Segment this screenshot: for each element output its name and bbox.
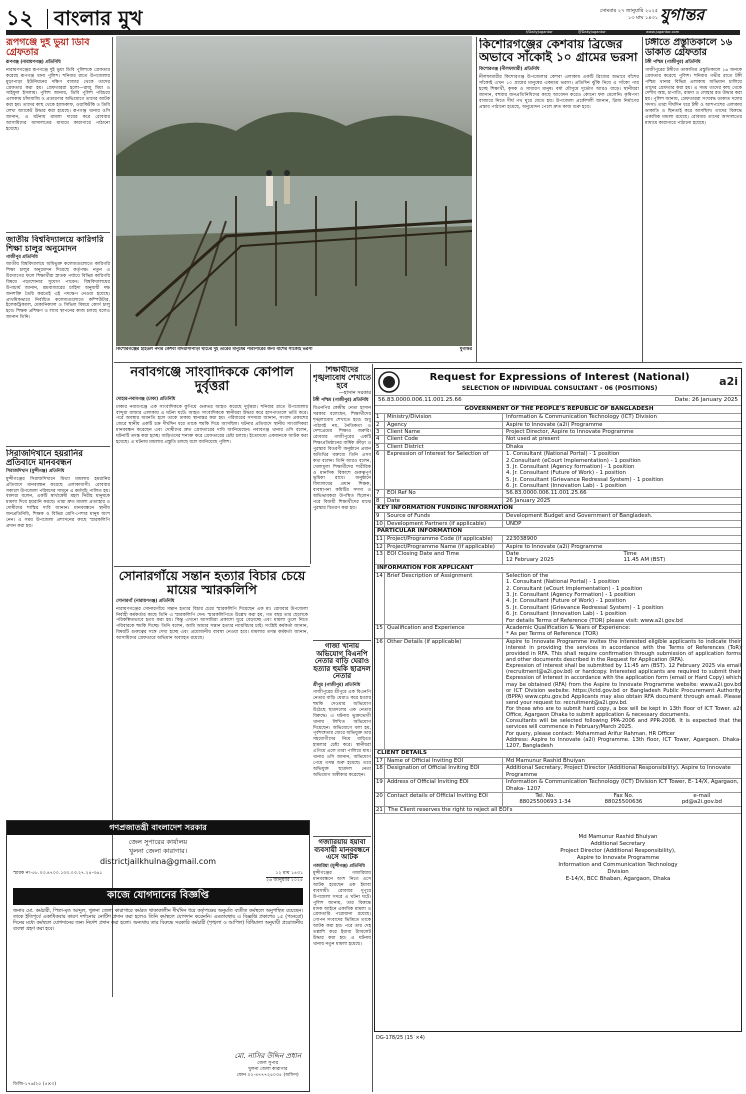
headline: গাজা খানায় অভিযোগ বিএনপি নেতার বাড়ি ঘেরাও হত্যার হুমকি ছাত্রদল নেতার [313,643,371,681]
notice-signature [234,1052,301,1079]
row-label: Designation of Official Inviting EOI [385,765,503,778]
headline: গজারিয়ায় ইয়াবা ব্যবসায়ী মানববন্ধনে এসে আটক [314,839,370,862]
row-value: Project Director, Aspire to Innovate Programme [506,429,634,436]
article-body: বিএনপির কেন্দ্রীয় নেতা হাসান সরকার বলেছেন, শিক্ষার্থীদের শৃঙ্খলাবোধ শেখাতে হবে। শুধু পাঠ্যবই নয়, নৈতিকতা ও দেশপ্রেমের শিক্ষাও জরুরি। রোববার গাজীপুরের একটি শিক্ষাপ্রতিষ্ঠানের বার্ষিক ক্রীড়া ও পুরস্কার বিতরণী অনুষ্ঠানে প্রধান অতিথির বক্তব্যে তিনি এসব কথা বলেন। তিনি আরও বলেন, খেলাধুলা শিক্ষার্থীদের শারীরিক ও মানসিক বিকাশে গুরুত্বপূর্ণ ভূমিকা রাখে। অনুষ্ঠানে বিদ্যালয়ের প্রধান শিক্ষক, ব্যবস্থাপনা কমিটির সদস্য ও অভিভাবকরা উপস্থিত ছিলেন। পরে বিজয়ী শিক্ষার্থীদের মাঝে পুরস্কার বিতরণ করা হয়। [313,405,371,511]
ad-row-13: 13 EOI Closing Date and Time Date Time 12 February 2025 11.45 AM (BST) [375,551,741,565]
page-number: ১২ [6,5,34,30]
section-funding: KEY INFORMATION FUNDING INFORMATION [375,505,741,513]
signature-mark: মো. নাসির উদ্দিন প্রধান [234,1052,301,1061]
headline: রূপগঞ্জে দুই ভুয়া ডিবি গ্রেফতার [6,38,90,59]
story-rupganj [6,38,110,230]
notice-body: জনাব মো. কর্মচারী, পিতা-মৃত আব্দুল, খুলনা জেলা কারাগারে কর্মরত থাকাকালীন দীর্ঘদিন ধরে কর্তৃপক্ষের অনুমতি ব্যতীত কর্মস্থলে অনুপস্থিত রয়েছেন। তাকে ইতিপূর্বে একাধিকবার কারণ দর্শানোর নোটিশ প্রদান করা হলেও তিনি কর্মস্থলে যোগদান করেননি। এমতাবস্থায় এ বিজ্ঞপ্তি প্রকাশের ১৫ (পনেরো) দিনের মধ্যে কর্মস্থলে যোগদানের জন্য নির্দেশ প্রদান করা হলো। অন্যথায় তার বিরুদ্ধে সরকারি কর্মচারী (শৃঙ্খলা ও আপিল) বিধিমালা অনুযায়ী প্রয়োজনীয় ব্যবস্থা গ্রহণ করা হবে। [13,908,303,933]
ad-subtitle: SELECTION OF INDIVIDUAL CONSULTANT - 06 (POSITIONS) [461,384,658,392]
memo-line [7,871,309,884]
row-label: Development Partners (if applicable) [385,521,503,527]
ad-row-1 [375,414,741,421]
row-label: Project/Programme Code (if applicable) [385,536,503,542]
row-value: UNDP [506,520,522,527]
byline: দোহার-নবাবগঞ্জ (ঢাকা) প্রতিনিধি [116,397,176,403]
headline: নবাবগঞ্জে সাংবাদিককে কোপাল দুর্বৃত্তরা [130,366,294,395]
section-applicant: INFORMATION FOR APPLICANT [375,565,741,573]
social-twitter[interactable]: @DailyJugantor [578,30,606,34]
ad-row-10 [375,521,741,528]
row-number: 19 [375,779,385,792]
ad-row-11 [375,536,741,543]
ad-row-5 [375,444,741,451]
article-body: মুন্সীগঞ্জের সিরাজদিখানে মিথ্যা মামলায় হয়রানির প্রতিবাদে মানববন্ধন করেছে এলাকাবাসী। রোববার সকালে উপজেলা পরিষদের সামনে এ কর্মসূচি পালিত হয়। বক্তারা বলেন, একটি স্বার্থান্বেষী মহল নিরীহ মানুষকে মামলা দিয়ে হয়রানি করছে। তারা দ্রুত মামলা প্রত্যাহার ও দোষীদের শাস্তির দাবি জানান। মানববন্ধনে স্থানীয় জনপ্রতিনিধি, শিক্ষক ও বিভিন্ন শ্রেণি-পেশার মানুষ অংশ নেন। এ সময় উপজেলা প্রশাসনের কাছে স্মারকলিপি প্রদান করা হয়। [6,476,110,529]
row-number: 1 [375,414,385,420]
eoi-advertisement [374,368,742,1032]
office-email[interactable]: districtjailkhulna@gmail.com [99,856,217,866]
story-nawabganj [116,366,308,562]
row-number: 9 [375,513,385,519]
row-label: Client Code [385,436,503,442]
ad-row-21: 21 The Client reserves the right to reject all EOI's [375,807,741,814]
row-value: 56.83.0000.006.11.001.25.66 [506,490,587,497]
ad-row-17 [375,758,741,765]
memo-date-bangla: ১২ মাঘ ১৪৩১ [266,871,303,878]
ad-row-18 [375,765,741,779]
photo-caption [116,347,472,357]
ad-ref-line [375,396,741,406]
government-emblem-icon [378,371,400,393]
ad-row-16: 16 Other Details (if applicable) Aspire to Innovate Programme invites the interested eligible applicants to indicate their interest in providing the services in accordance with the Terms of References (ToR) provided in RFA. This shall require confirmation through submission of application forms and other documents described in the Request for Application (RFA). Expression of interest shall be submitted by 11:45 am (BST). 12 February 2025 via email (recruitment@a2i.gov.bd) or hardcopy. Interested applicants are required to submit their Expression of Interest in accordance with the application form (email or Hard Copy) which may be obtained (RFA) from the Aspire to Innovate Programme website: www.a2i.gov.bd or ICT Division website: https://ictd.gov.bd or Bangladesh Public Procurement Authority (BPPA) www.cptu.gov.bd Applicants may also obtain RFA document through email. Please send your request to: recruitment@a2i.gov.bd. For those who are to submit hard copy, a box will be kept in 13th floor of ICT Tower. a2i Office, Agargaon Dhaka to submit application & necessary documents. Consultants will be selected following PPA-2006 and PPR-2008. It is expected that the services will commence in February/March 2025. For query, please contact: Mohammad Arifur Rahman. HR Officer Address: Aspire to Innovate (a2i) Programme. 13th floor, ICT Tower, Agargaon. Dhaka-1207, Bangladesh [376,638,741,749]
gov-header: GOVERNMENT OF THE PEOPLE'S REPUBLIC OF BANGLADESH [375,406,741,414]
byline: সিরাজদিখান (মুন্সীগঞ্জ) প্রতিনিধি [6,469,65,475]
ad-row-14: 14 Brief Description of Assignment Selection of the 1. Consultant (National Portal) - 1 position 2. Consultant (eCourt Implementation) - 1 position 3. Jr. Consultant (Agency Formation) - 1 position 4. Jr. Consultant (Future of Work) - 1 position 5. Jr. Consultant (Grievance Redressal System) - 1 position 6. Jr. Consultant (Innovation Lab) - 1 position For details Terms of Reference (TOR) please visit: www.a2i.gov.bd [375,573,741,625]
story-sirajdikhan [6,449,110,647]
headline: সোনারগাঁয়ে সন্তান হত্যার বিচার চেয়ে মায়ের স্মারকলিপি [118,569,306,597]
section-particular: PARTICULAR INFORMATION [375,528,741,536]
ad-signature: Md Mamunur Rashid Bhuiyan Additional Secretary Project Director (Additional Responsibility), Aspire to Innovate Programme Information and Communication Technology Division E-14/X, BCC Bhaban, Agargaon, Dhaka [558,834,678,882]
headline: কিশোরগঞ্জের কেশবায় ব্রিজের অভাবে সাঁকোই ১০ গ্রামের ভরসা [479,38,638,64]
headline: সিরাজদিখানে হয়রানির প্রতিবাদে মানববন্ধন [6,449,83,468]
byline: রূপগঞ্জ (নারায়ণগঞ্জ) প্রতিনিধি [6,60,61,66]
row-value: Not used at present [506,436,560,443]
row-value: Aspire to Innovate (a2i) Programme [506,421,603,428]
bridge-photo-illustration [116,36,472,346]
row-label: Address of Official Inviting EOI [385,779,503,792]
row-value: Md Mamunur Rashid Bhuiyan [506,758,585,765]
ad-row-20: 20 Contact details of Official Inviting EOI Tel. No. Fax No. e-mail 88025500693 1-34 88025500636 pd@a2i.gov.bd [375,793,741,807]
memo-date-gregorian: ২৬ জানুয়ারি ২০২৫ [266,877,303,883]
byline: কিশোরগঞ্জ (নীলফামারী) প্রতিনিধি [479,66,540,72]
article-body: মুন্সীগঞ্জের গজারিয়ায় মানববন্ধনে অংশ নিতে এসে আটক হয়েছেন এক ইয়াবা ব্যবসায়ী। রোববার দুপুরে উপজেলা সদরে এ ঘটনা ঘটে। পুলিশ জানায়, তার বিরুদ্ধে মাদক আইনে একাধিক মামলা ও গ্রেফতারি পরোয়ানা রয়েছে। গোপন সংবাদের ভিত্তিতে তাকে আটক করা হয়। পরে তার দেহ তল্লাশি করে ইয়াবা ট্যাবলেট উদ্ধার করা হয়। এ ঘটনায় থানায় নতুন মামলা হয়েছে। [313,871,371,947]
byline: গজারিয়া (মুন্সীগঞ্জ) প্রতিনিধি [313,863,365,869]
row-label: Client District [385,444,503,450]
article-body: ঢাকার নবাবগঞ্জে এক সাংবাদিককে কুপিয়ে গুরুতর আহত করেছে দুর্বৃত্তরা। শনিবার রাতে উপজেলার বান্দুরা বাজার এলাকায় এ ঘটনা ঘটে। আহত সাংবাদিককে স্থানীয়রা উদ্ধার করে হাসপাতালে ভর্তি করে। পরে অবস্থার অবনতি হলে তাকে ঢাকায় স্থানান্তর করা হয়। পরিবারের সদস্যরা জানান, সংবাদ প্রকাশের জেরে স্থানীয় একটি চক্র দীর্ঘদিন ধরে তাকে হুমকি দিয়ে আসছিল। ঘটনার প্রতিবাদে স্থানীয় সাংবাদিকরা মানববন্ধন করেছেন এবং দোষীদের দ্রুত গ্রেফতারের দাবি জানিয়েছেন। নবাবগঞ্জ থানার ওসি বলেন, ঘটনাটি তদন্ত করা হচ্ছে। জড়িতদের শনাক্ত করে গ্রেফতারের চেষ্টা চলছে। ইতোমধ্যে একজনকে আটক করা হয়েছে। এ ঘটনায় মামলার প্রস্তুতি চলছে বলে জানিয়েছে পুলিশ। [116,404,308,445]
row-number: 12 [375,544,385,550]
section-title: বাংলার মুখ [54,6,143,30]
news-photo-bamboo-bridge [116,36,472,346]
row-number: 5 [375,444,385,450]
contact-email[interactable]: pd@a2i.gov.bd [681,799,722,806]
article-body: গাজীপুরের টঙ্গীতে ডাকাতির প্রস্তুতিকালে ১৬ জনকে গ্রেফতার করেছে পুলিশ। শনিবার গভীর রাতে টঙ্গী পশ্চিম থানার বিভিন্ন এলাকায় অভিযান চালিয়ে তাদের গ্রেফতার করা হয়। এ সময় তাদের কাছ থেকে দেশীয় অস্ত্র, চাপাতি, রামদা ও লোহার রড উদ্ধার করা হয়। পুলিশ জানায়, গ্রেফতাররা সংঘবদ্ধ ডাকাত দলের সদস্য। তারা দীর্ঘদিন ধরে টঙ্গী ও আশপাশের এলাকায় ডাকাতি ও ছিনতাই করে আসছিল। তাদের বিরুদ্ধে একাধিক মামলা রয়েছে। রোববার তাদের আদালতের মাধ্যমে কারাগারে পাঠানো হয়েছে। [645,67,742,126]
ad-row-3 [375,429,741,436]
ad-date: Date: 26 January 2025 [674,397,738,403]
notice-ref: ডিজি-১৭৬/২৫ (৫×৩) [13,1082,57,1088]
story-bnp [313,643,371,833]
story-students [313,366,371,638]
story-kishoreganj [479,38,639,360]
signer-title: জেল সুপার [257,1061,279,1067]
byline: টঙ্গী পশ্চিম (গাজীপুর) প্রতিনিধি [645,60,701,66]
row-number: 11 [375,536,385,542]
story-yaba [313,839,371,1091]
row-label: Name of Official Inviting EOI [385,758,503,764]
row-label: EOI Ref No [385,490,503,496]
row-number: 4 [375,436,385,442]
article-body: জাতীয় বিশ্ববিদ্যালয়ে অধিভুক্ত কলেজগুলোতে কারিগরি শিক্ষা চালুর অনুমোদন দিয়েছে কর্তৃপক্ষ। নতুন এ উদ্যোগের ফলে শিক্ষার্থীরা স্নাতক পর্যায়ে বিভিন্ন কারিগরি বিষয়ে পড়াশোনার সুযোগ পাবেন। বিশ্ববিদ্যালয়ের উপাচার্য জানান, শ্রমবাজারের চাহিদা অনুযায়ী দক্ষ জনশক্তি তৈরি করতেই এই পদক্ষেপ নেওয়া হয়েছে। প্রাথমিকভাবে নির্বাচিত কলেজগুলোতে কম্পিউটার, ইলেকট্রিক্যাল, মেকানিক্যাল ও সিভিল বিষয়ে কোর্স চালু হবে। শিক্ষক প্রশিক্ষণ ও ল্যাব স্থাপনের কাজ চলছে বলেও জানান তিনি। [6,262,110,321]
row-value: 26 January 2025 [506,497,551,504]
row-number: 18 [375,765,385,778]
row-number: 10 [375,521,385,527]
row-value: Information & Communication Technology (ICT) Division [506,414,657,421]
photo-credit: যুগান্তর [459,347,472,352]
ad-header [375,369,741,396]
ad-row-15: 15 Qualification and Experience Academic Qualification & Years of Experience: * As per Terms of Reference (TOR) [375,625,741,639]
ad-row-8 [375,498,741,505]
jail-notice [6,820,310,1092]
caption-text: কিশোরগঞ্জের হাইডল নদীর কেশবা মাদরাসাপাড়া ঘাটের দুই তীরের মানুষের পারাপারের জন্য বাঁশের সাঁকোই ভরসা [116,347,313,352]
story-sonargaon [116,569,308,769]
ad-row-6: 6 Expression of Interest for Selection of 1. Consultant (National Portal) - 1 position 2.Consultant (eCourt Implementation) - 1 position 3. Jr. Consultant (Agency formation) - 1 position 4. Jr. Consultant (Future of Work) - 1 position 5. Jr. Consultant (Grievance Redressal System) - 1 position 6. Jr. Consultant (Innovation Lab) - 1 position [375,451,741,490]
row-number: 7 [375,490,385,496]
article-body: গাজীপুরের শ্রীপুরে এক বিএনপি নেতার বাড়ি ঘেরাও করে হত্যার হুমকি দেওয়ার অভিযোগ উঠেছে ছাত্রদলের এক নেতার বিরুদ্ধে। এ ঘটনায় ভুক্তভোগী থানায় লিখিত অভিযোগ দিয়েছেন। অভিযোগে বলা হয়, পূর্বশত্রুতার জেরে অভিযুক্ত তার সহযোগীদের নিয়ে বাড়িতে হামলার চেষ্টা করে। স্থানীয়রা এগিয়ে এলে তারা পালিয়ে যায়। থানার ওসি জানান, অভিযোগ পেয়ে তদন্ত শুরু হয়েছে। তবে অভিযুক্ত ছাত্রদল নেতা অভিযোগ অস্বীকার করেছেন। [313,690,371,778]
notice-header: গণপ্রজাতন্ত্রী বাংলাদেশ সরকার [7,821,309,835]
byline: গাজীপুর প্রতিনিধি [6,254,38,260]
row-label: Agency [385,422,503,428]
article-body: নীলফামারীর কিশোরগঞ্জ উপজেলার কেশবা এলাকায় একটি ব্রিজের অভাবে বাঁশের সাঁকোই এখন ১০ গ্রামের মানুষের একমাত্র ভরসা। প্রতিদিন ঝুঁকি নিয়ে এ সাঁকো পার হচ্ছে শিক্ষার্থী, কৃষক ও সাধারণ মানুষ। বর্ষা মৌসুমে দুর্ভোগ আরও বাড়ে। স্থানীয়রা জানান, বহুবার জনপ্রতিনিধিদের কাছে আবেদন করেও কোনো ফল মেলেনি। কৃষিপণ্য বাজারে নিতে দীর্ঘ পথ ঘুরে যেতে হয়। উপজেলা প্রকৌশলী জানান, ব্রিজ নির্মাণের প্রস্তাব পাঠানো হয়েছে, অনুমোদন পেলে দ্রুত কাজ শুরু হবে। [479,74,639,110]
row-label: Ministry/Division [385,414,503,420]
office-line1: জেল সুপারের কার্যালয় [128,838,188,847]
headline: শিক্ষার্থীদের শৃঙ্খলাবোধ শেখাতে হবে [313,366,371,390]
byline: টঙ্গী পশ্চিম (গাজীপুর) প্রতিনিধি [313,398,369,404]
signer-phone: ফোন ০২-৪৭৭৭২৫০৩৫ (অফিস) [236,1073,299,1079]
a2i-logo-icon: a2i [719,374,738,388]
quote-attribution: —হাসান সরকার [338,389,371,396]
date-gregorian: সোমবার ২৭ জানুয়ারি ২০২৫ [599,8,658,14]
row-label: Project/Programme Name (if applicable) [385,544,503,550]
ad-row-19 [375,779,741,793]
ad-row-9 [375,513,741,520]
row-label: Source of Funds [385,513,503,519]
row-value: Information & Communication Technology (ICT) Division ICT Tower, E- 14/X, Agargaon, Dhaka- 1207 [506,779,739,792]
article-body: নারায়ণগঞ্জের রূপগঞ্জে দুই ভুয়া ডিবি পুলিশকে গ্রেফতার করেছে রূপগঞ্জ থানা পুলিশ। শনিবার রাতে উপজেলার মুড়াপাড়া ইউনিয়নের দক্ষিণ বাজার থেকে তাদের গ্রেফতার করা হয়। গ্রেফতাররা হলো—রাজু মিয়া ও সাইফুল ইসলাম। পুলিশ জানায়, ডিবি পুলিশ পরিচয়ে এলাকায় চাঁদাবাজি ও প্রতারণার অভিযোগে তাদের আটক করা হয়। তাদের কাছ থেকে হ্যান্ডকাফ, ওয়াকিটকি ও ডিবি লেখা জ্যাকেট উদ্ধার করা হয়েছে। রূপগঞ্জ থানার ওসি জানান, এ ঘটনায় মামলা দায়ের করে রোববার আসামিদের আদালতের মাধ্যমে কারাগারে পাঠানো হয়েছে। [6,67,110,132]
ad-title: Request for Expressions of Interest (National) [429,371,690,383]
row-value: Aspire to Innovate (a2i) Programme [506,543,603,550]
section-client: CLIENT DETAILS [375,750,741,758]
row-number: 2 [375,422,385,428]
newspaper-logo: যুগান্তর [660,5,705,24]
row-label: Client Name [385,429,503,435]
notice-title: কাজে যোগদানের বিজ্ঞপ্তি [13,888,303,905]
story-varsity [6,235,110,443]
signer-office: খুলনা জেলা কারাগার [248,1067,288,1073]
row-value: Dhaka [506,443,524,450]
ad-ref-number: 56.83.0000.006.11.001.25.66 [378,397,462,403]
row-label: Date [385,498,503,504]
ad-row-4 [375,436,741,443]
social-facebook[interactable]: f/DailyJugantor [526,30,553,34]
office-line2: খুলনা জেলা কারাগার। [128,846,188,855]
row-number: 3 [375,429,385,435]
row-value: Additional Secretary, Project Director (Additional Responsibility). Aspire to Innovate Programme [506,765,731,778]
article-body: নারায়ণগঞ্জের সোনারগাঁয়ে সন্তান হত্যার বিচার চেয়ে স্মারকলিপি দিয়েছেন এক মা। রোববার উপজেলা নির্বাহী কর্মকর্তার কাছে তিনি এ স্মারকলিপি দেন। স্মারকলিপিতে উল্লেখ করা হয়, গত বছর তার ছেলেকে পরিকল্পিতভাবে হত্যা করা হয়। কিন্তু এখনো আসামিরা প্রকাশ্যে ঘুরে বেড়াচ্ছে এবং মামলা তুলে নিতে পরিবারকে হুমকি দিচ্ছে। তিনি বলেন, আমি আমার সন্তান হত্যার ন্যায়বিচার চাই। সংশ্লিষ্ট কর্মকর্তা জানান, বিষয়টি গুরুত্বের সঙ্গে দেখা হচ্ছে এবং প্রয়োজনীয় ব্যবস্থা নেওয়া হবে। মামলার তদন্ত কর্মকর্তা জানান, আসামিদের গ্রেফতারে অভিযান অব্যাহত রয়েছে। [116,606,308,641]
masthead [6,5,740,35]
ad-row-2 [375,422,741,429]
masthead-date [572,8,658,22]
ad-row-7 [375,490,741,497]
date-bangla: ১৩ মাঘ ১৪৩১ [628,14,658,21]
headline: টঙ্গীতে প্রস্তুতিকালে ১৬ ডাকাত গ্রেফতার [645,38,733,59]
row-value: Development Budget and Government of Bangladesh. [506,513,653,520]
row-number: 8 [375,498,385,504]
social-website[interactable]: www.jugantor.com [646,30,680,34]
row-number: 17 [375,758,385,764]
story-tongi [645,38,742,360]
memo-number: স্মারক নং-৫৮.০৩.৪৭০০.১৩৩.০৩.২৭.২৪-৩৬১ [13,871,103,877]
ad-row-12 [375,544,741,551]
byline: শ্রীপুর (গাজীপুর) প্রতিনিধি [313,682,361,688]
social-bar [6,30,740,35]
headline: জাতীয় বিশ্ববিদ্যালয়ে কারিগরি শিক্ষা চালুর অনুমোদন [6,235,104,253]
byline: সোনারগাঁ (নারায়ণগঞ্জ) প্রতিনিধি [116,599,175,604]
masthead-divider [47,9,48,29]
ad-dg-ref: DG-178/25 (15´×4) [376,1035,425,1041]
row-value: 223038900 [506,536,537,543]
